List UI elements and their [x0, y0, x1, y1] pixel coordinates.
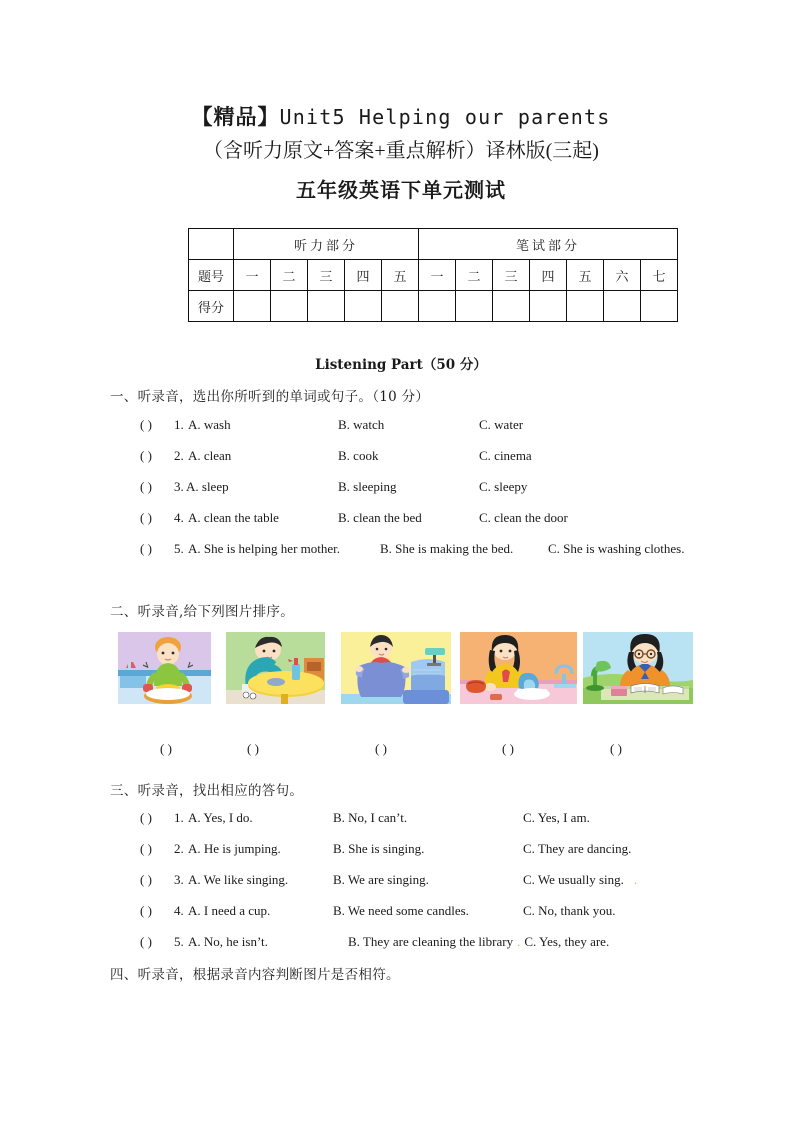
score-cell-w5[interactable]	[567, 291, 604, 322]
section-3-heading: 三、听录音，找出相应的答句。	[110, 783, 304, 799]
s3-question-4	[140, 903, 615, 919]
s3-q5-option-b[interactable]: B. They are cleaning the library	[348, 934, 514, 949]
s1-q4-bracket[interactable]: ( )	[140, 510, 152, 525]
s3-q4-option-c[interactable]: C. No, thank you.	[523, 903, 616, 918]
score-cell-l1[interactable]	[234, 291, 271, 322]
score-table-l4: 四	[345, 260, 382, 291]
s3-q2-number: 2.	[174, 841, 184, 856]
score-cell-w3[interactable]	[493, 291, 530, 322]
page-title-line-2: （含听力原文+答案+重点解析）译林版(三起)	[203, 140, 599, 162]
title-unit-name: Unit5 Helping our parents	[279, 105, 611, 129]
s1-q1-option-a[interactable]: A. wash	[188, 417, 231, 432]
score-table-written-part-header: 笔试部分	[419, 229, 678, 260]
score-table-listening-part-header: 听力部分	[234, 229, 419, 260]
score-cell-w4[interactable]	[530, 291, 567, 322]
score-table-w5: 五	[567, 260, 604, 291]
s1-question-2	[140, 448, 532, 464]
s3-question-1	[140, 810, 590, 826]
s1-q5-option-a[interactable]: A. She is helping her mother.	[188, 541, 341, 556]
picture-reading-books[interactable]	[583, 632, 693, 704]
cleaning-table-illustration	[226, 632, 325, 704]
s1-q3-option-a[interactable]: A. sleep	[186, 479, 229, 494]
document-title-block	[96, 100, 706, 208]
score-cell-l2[interactable]	[271, 291, 308, 322]
score-table-l5: 五	[382, 260, 419, 291]
score-table-wrapper	[188, 228, 678, 322]
s2-answer-bracket-1[interactable]: ( )	[160, 741, 172, 756]
s3-q4-option-b[interactable]: B. We need some candles.	[333, 903, 469, 918]
s1-question-1	[140, 417, 523, 433]
s2-answer-bracket-2[interactable]: ( )	[247, 741, 259, 756]
score-cell-w1[interactable]	[419, 291, 456, 322]
table-row-scores	[189, 291, 678, 322]
score-cell-w2[interactable]	[456, 291, 493, 322]
s3-q3-bracket[interactable]: ( )	[140, 872, 152, 887]
s1-q3-option-b[interactable]: B. sleeping	[338, 479, 397, 494]
score-cell-w6[interactable]	[604, 291, 641, 322]
s3-q3-stray-mark: .	[633, 872, 638, 887]
s2-answer-bracket-5[interactable]: ( )	[610, 741, 622, 756]
page-title-line-1	[96, 100, 706, 134]
s1-q4-option-a[interactable]: A. clean the table	[188, 510, 279, 525]
s3-q1-option-b[interactable]: B. No, I can’t.	[333, 810, 408, 825]
s1-question-5	[140, 541, 685, 557]
s3-q3-option-c[interactable]: C. We usually sing.	[523, 872, 624, 887]
making-bed-illustration	[341, 632, 451, 704]
section-2-heading: 二、听录音,给下列图片排序。	[110, 604, 294, 620]
s3-q3-number: 3.	[174, 872, 184, 887]
s3-q4-number: 4.	[174, 903, 184, 918]
reading-books-illustration	[583, 632, 693, 704]
picture-cleaning-table[interactable]	[226, 632, 325, 704]
s2-answer-bracket-4[interactable]: ( )	[502, 741, 514, 756]
s1-question-3	[140, 479, 527, 495]
score-table-w7: 七	[641, 260, 678, 291]
score-cell-l3[interactable]	[308, 291, 345, 322]
s1-q2-option-c[interactable]: C. cinema	[479, 448, 532, 463]
s3-q4-bracket[interactable]: ( )	[140, 903, 152, 918]
s1-q2-option-b[interactable]: B. cook	[338, 448, 379, 463]
s3-q2-option-a[interactable]: A. He is jumping.	[188, 841, 281, 856]
s1-q1-option-b[interactable]: B. watch	[338, 417, 385, 432]
s3-q2-bracket[interactable]: ( )	[140, 841, 152, 856]
s1-q4-option-b[interactable]: B. clean the bed	[338, 510, 422, 525]
table-row-question-numbers	[189, 260, 678, 291]
s3-q5-option-c[interactable]: C. Yes, they are.	[524, 934, 610, 949]
score-table-l2: 二	[271, 260, 308, 291]
score-table-l3: 三	[308, 260, 345, 291]
s1-q2-option-a[interactable]: A. clean	[188, 448, 232, 463]
s3-question-3	[140, 872, 637, 888]
table-row-parts	[189, 229, 678, 260]
score-table-w6: 六	[604, 260, 641, 291]
score-table	[188, 228, 678, 322]
s1-q3-bracket[interactable]: ( )	[140, 479, 152, 494]
s2-answer-bracket-3[interactable]: ( )	[375, 741, 387, 756]
s3-q5-number: 5.	[174, 934, 184, 949]
score-table-number-label: 题号	[189, 260, 234, 291]
section-1-heading: 一、听录音，选出你所听到的单词或句子。（10 分）	[110, 389, 430, 405]
page-title-line-3: 五年级英语下单元测试	[296, 180, 506, 202]
score-table-score-label: 得分	[189, 291, 234, 322]
s1-q3-option-c[interactable]: C. sleepy	[479, 479, 528, 494]
s3-q3-option-b[interactable]: B. We are singing.	[333, 872, 429, 887]
picture-washing-dishes[interactable]	[460, 632, 577, 704]
s1-q1-bracket[interactable]: ( )	[140, 417, 152, 432]
s3-q1-bracket[interactable]: ( )	[140, 810, 152, 825]
s3-q2-option-c[interactable]: C. They are dancing.	[523, 841, 632, 856]
score-table-w4: 四	[530, 260, 567, 291]
picture-making-bed[interactable]	[341, 632, 451, 704]
s3-q5-stray-mark: .	[517, 934, 521, 949]
score-table-w3: 三	[493, 260, 530, 291]
s1-q4-number: 4.	[174, 510, 184, 525]
s1-q2-number: 2.	[174, 448, 184, 463]
s3-question-2	[140, 841, 631, 857]
s3-q3-option-a[interactable]: A. We like singing.	[188, 872, 289, 887]
s1-q5-number: 5.	[174, 541, 184, 556]
score-table-w1: 一	[419, 260, 456, 291]
score-table-l1: 一	[234, 260, 271, 291]
s1-q3-number: 3.	[174, 479, 184, 494]
s3-question-5	[140, 934, 609, 950]
s3-q2-option-b[interactable]: B. She is singing.	[333, 841, 425, 856]
s3-q5-option-a[interactable]: A. No, he isn’t.	[188, 934, 268, 949]
s3-q5-bracket[interactable]: ( )	[140, 934, 152, 949]
picture-washing-clothes[interactable]	[118, 632, 211, 704]
s3-q1-number: 1.	[174, 810, 184, 825]
s3-q1-option-c[interactable]: C. Yes, I am.	[523, 810, 590, 825]
s3-q4-option-a[interactable]: A. I need a cup.	[188, 903, 271, 918]
title-premium-tag: 【精品】	[191, 104, 280, 129]
s1-question-4	[140, 510, 568, 526]
s1-q2-bracket[interactable]: ( )	[140, 448, 152, 463]
s1-q1-number: 1.	[174, 417, 184, 432]
section-4-heading: 四、听录音，根据录音内容判断图片是否相符。	[110, 967, 400, 983]
score-cell-l5[interactable]	[382, 291, 419, 322]
s3-q1-option-a[interactable]: A. Yes, I do.	[188, 810, 253, 825]
listening-part-heading: Listening Part（50 分）	[315, 357, 487, 373]
score-table-corner-cell	[189, 229, 234, 260]
washing-dishes-illustration	[460, 632, 577, 704]
s1-q5-option-b[interactable]: B. She is making the bed.	[380, 541, 514, 556]
s1-q1-option-c[interactable]: C. water	[479, 417, 524, 432]
s1-q5-bracket[interactable]: ( )	[140, 541, 152, 556]
s1-q5-option-c[interactable]: C. She is washing clothes.	[548, 541, 685, 556]
score-cell-l4[interactable]	[345, 291, 382, 322]
score-table-w2: 二	[456, 260, 493, 291]
s1-q4-option-c[interactable]: C. clean the door	[479, 510, 568, 525]
washing-clothes-illustration	[118, 632, 211, 704]
score-cell-w7[interactable]	[641, 291, 678, 322]
